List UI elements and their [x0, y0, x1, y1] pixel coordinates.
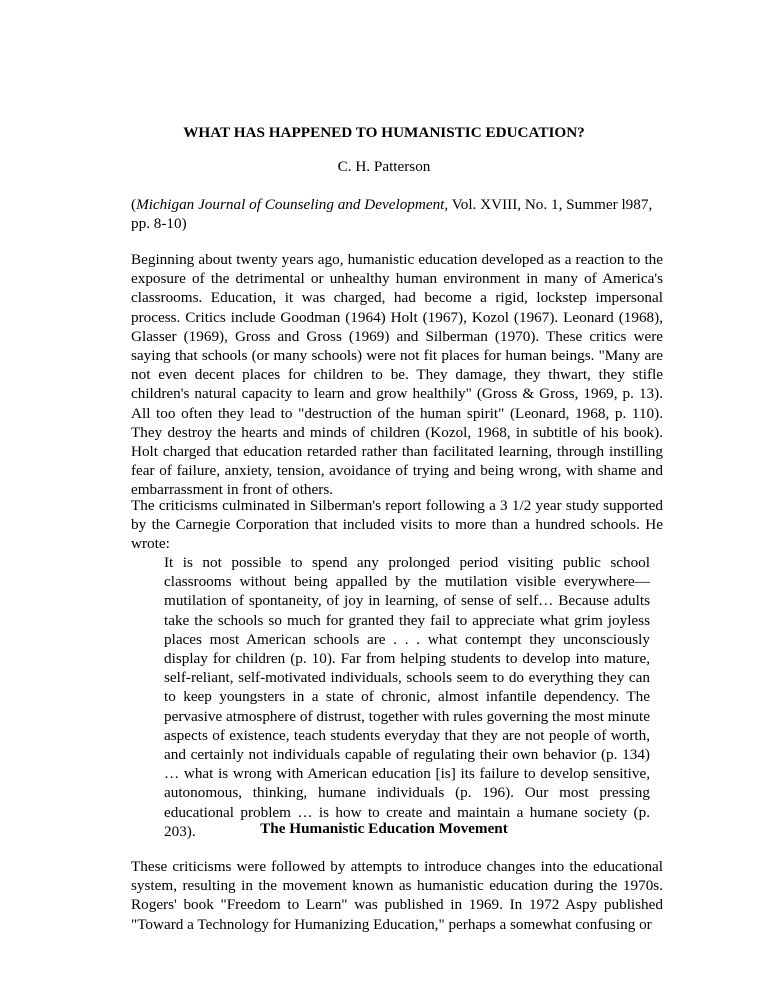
section-heading: The Humanistic Education Movement: [260, 820, 508, 837]
author-name: C. H. Patterson: [337, 158, 431, 175]
paragraph-movement: These criticisms were followed by attempts to introduce changes into the educational system, resulting in the movement known as humanistic education during the 1970s. Rogers' book "Freedom to Learn" was published in 1969. In 1972 Aspy published "Toward a Technology for Humanizing Education," perhaps a somewhat confusing or: [131, 858, 663, 933]
block-quote: It is not possible to spend any prolonged period visiting public school classrooms without being appalled by the mutilation visible everywhere—mutilation of spontaneity, of joy in learning, of sense of self… Because adults take the schools so much for granted they fail to appreciate what grim joyless places most American schools are . . . what contempt they unconsciously display for children (p. 10). Far from helping students to develop into mature, self-reliant, self-motivated individuals, schools seem to do everything they can to keep youngsters in a state of chronic, almost infantile dependency. The pervasive atmosphere of distrust, together with rules governing the most minute aspects of existence, teach students everyday that they are not people of worth, and certainly not individuals capable of regulating their own behavior (p. 134) … what is wrong with American education [is] its failure to develop sensitive, autonomous, thinking, humane individuals (p. 196). Our most pressing educational problem … is how to create and maintain a humane society (p. 203).: [164, 554, 650, 840]
citation: [131, 195, 663, 233]
citation-open: (: [131, 196, 137, 213]
citation-details: , Vol. XVIII, No. 1, Summer l987, pp. 8-10): [131, 196, 653, 233]
journal-name: Michigan Journal of Counseling and Development: [136, 196, 445, 213]
paragraph-criticisms: The criticisms culminated in Silberman's report following a 3 1/2 year study supported by the Carnegie Corporation that included visits to more than a hundred schools. He wrote:: [131, 497, 663, 553]
document-title: WHAT HAS HAPPENED TO HUMANISTIC EDUCATION?: [183, 124, 585, 141]
paragraph-intro: Beginning about twenty years ago, humanistic education developed as a reaction to the exposure of the detrimental or unhealthy human environment in many of America's classrooms. Education, it was charged, had become a rigid, lockstep impersonal process. Critics include Goodman (1964) Holt (1967), Kozol (1967). Leonard (1968), Glasser (1969), Gross and Gross (1969) and Silberman (1970). These critics were saying that schools (or many schools) were not fit places for human beings. "Many are not even decent places for children to be. They damage, they thwart, they stifle children's natural capacity to learn and grow healthily" (Gross & Gross, 1969, p. 13). All too often they lead to "destruction of the human spirit" (Leonard, 1968, p. 110). They destroy the hearts and minds of children (Kozol, 1968, in subtitle of his book). Holt charged that education retarded rather than facilitated learning, through instilling fear of failure, anxiety, tension, avoidance of trying and being wrong, with shame and embarrassment in front of others.: [131, 251, 663, 499]
